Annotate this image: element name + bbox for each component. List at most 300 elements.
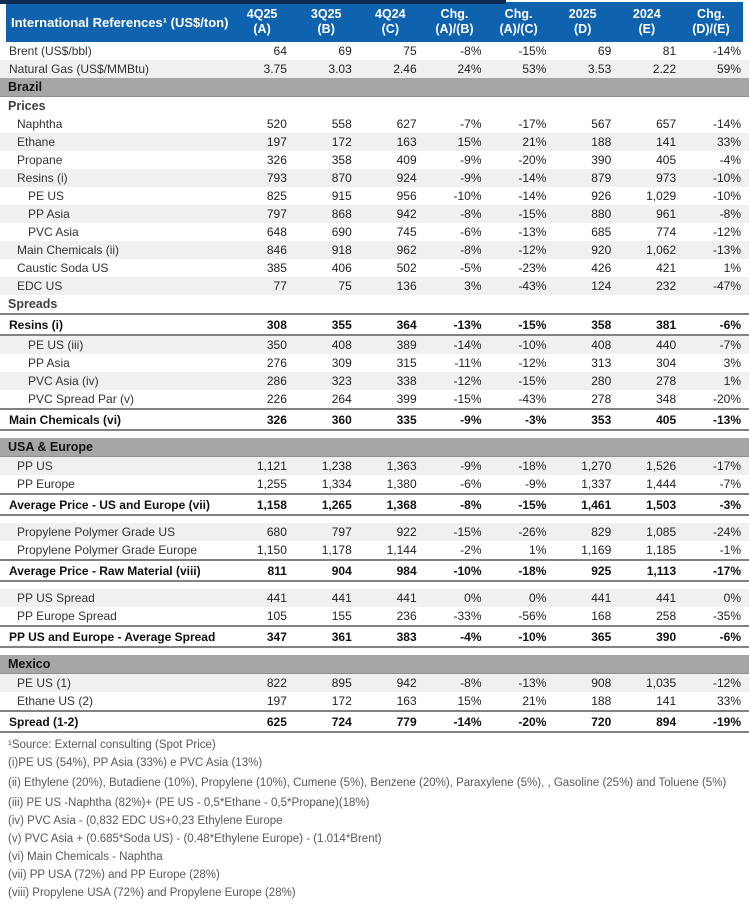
row-label: Caustic Soda US [17, 261, 109, 275]
row-label: PP US [17, 459, 53, 473]
cell-2025-d: 353 [591, 412, 612, 427]
top-navy-strip [0, 0, 506, 4]
cell-3q25-b: 69 [338, 44, 352, 58]
cell-4q25-a: 197 [266, 135, 287, 149]
cell-chg-d-e: -20% [712, 392, 741, 406]
table-row-pe-us-1 [0, 674, 749, 692]
cell-chg-a-c: -20% [518, 714, 547, 729]
cell-chg-a-c: -10% [518, 338, 547, 352]
cell-2025-d: 188 [591, 694, 612, 708]
cell-2024-e: 2.22 [652, 62, 677, 76]
cell-chg-d-e: 33% [716, 135, 741, 149]
cell-4q25-a: 625 [266, 714, 287, 729]
cell-2024-e: 441 [656, 591, 677, 605]
cell-4q25-a: 3.75 [263, 62, 287, 76]
cell-2024-e: 657 [656, 117, 677, 131]
cell-2024-e: 278 [656, 374, 677, 388]
cell-chg-a-b: -10% [453, 189, 482, 203]
cell-4q25-a: 350 [266, 338, 287, 352]
cell-chg-d-e: -10% [712, 171, 741, 185]
cell-chg-a-c: -15% [518, 497, 547, 512]
cell-2025-d: 390 [591, 153, 612, 167]
table-row-pp-us-and-europe-average-spread [0, 625, 749, 648]
cell-2024-e: 258 [656, 609, 677, 623]
row-label: Main Chemicals (vi) [9, 412, 122, 427]
cell-2025-d: 313 [591, 356, 612, 370]
cell-chg-a-c: -12% [518, 356, 547, 370]
table-row-pp-asia [0, 205, 749, 223]
cell-4q24-c: 502 [396, 261, 417, 275]
cell-chg-d-e: 1% [723, 261, 741, 275]
cell-2025-d: 829 [591, 525, 612, 539]
cell-chg-a-c: -15% [518, 207, 547, 221]
cell-chg-a-c: -13% [518, 225, 547, 239]
row-label: Propane [17, 153, 63, 167]
cell-chg-d-e: -7% [719, 338, 741, 352]
cell-4q25-a: 286 [266, 374, 287, 388]
cell-chg-a-c: 1% [529, 543, 547, 557]
cell-chg-a-c: -17% [518, 117, 547, 131]
cell-chg-d-e: -24% [712, 525, 741, 539]
row-label: PVC Asia [28, 225, 79, 239]
cell-3q25-b: 918 [331, 243, 352, 257]
table-row-pvc-asia-iv [0, 372, 749, 390]
cell-chg-a-b: 15% [457, 135, 482, 149]
cell-2024-e: 774 [656, 225, 677, 239]
cell-chg-a-b: -9% [460, 412, 482, 427]
cell-3q25-b: 264 [331, 392, 352, 406]
section-spacer [0, 648, 749, 655]
row-label: PP Asia [28, 207, 70, 221]
footnote-8: (vii) PP USA (72%) and PP Europe (28%) [8, 869, 220, 881]
cell-chg-a-b: -6% [460, 477, 482, 491]
cell-2025-d: 280 [591, 374, 612, 388]
cell-chg-d-e: 33% [716, 694, 741, 708]
cell-4q24-c: 441 [396, 591, 417, 605]
cell-2025-d: 365 [591, 629, 612, 644]
column-header-2025-d: 2025 (D) [568, 7, 597, 36]
row-label: PE US (1) [17, 676, 72, 690]
cell-2024-e: 1,444 [646, 477, 677, 491]
cell-4q24-c: 389 [396, 338, 417, 352]
column-header-4q24-c: 4Q24 (C) [375, 7, 406, 36]
cell-chg-a-b: -15% [453, 525, 482, 539]
cell-4q24-c: 163 [396, 694, 417, 708]
footnote-3: (ii) Ethylene (20%), Butadiene (10%), Propylene (10%), Cumene (5%), Benzene (20%), Paraxylene (5%), , Gasoline (25%) and Toluene (5%) [8, 777, 727, 789]
cell-3q25-b: 3.03 [328, 62, 352, 76]
table-row-propane [0, 151, 749, 169]
cell-4q24-c: 922 [396, 525, 417, 539]
cell-3q25-b: 797 [331, 525, 352, 539]
subsection-header-spreads: Spreads [0, 295, 749, 313]
cell-4q24-c: 335 [396, 412, 417, 427]
table-row-main-chemicals-vi [0, 408, 749, 431]
footnote-7: (vi) Main Chemicals - Naphtha [8, 851, 163, 863]
cell-3q25-b: 406 [331, 261, 352, 275]
references-table [0, 42, 749, 733]
column-header-chg-d-e: Chg. (D)/(E) [692, 7, 730, 36]
cell-chg-d-e: -12% [712, 676, 741, 690]
cell-chg-a-b: -8% [460, 497, 482, 512]
section-bar-brazil: Brazil [0, 78, 749, 97]
cell-3q25-b: 309 [331, 356, 352, 370]
table-row-propylene-polymer-grade-us [0, 523, 749, 541]
cell-4q24-c: 136 [396, 279, 417, 293]
cell-2024-e: 232 [656, 279, 677, 293]
row-label: Average Price - US and Europe (vii) [9, 497, 210, 512]
cell-chg-d-e: -12% [712, 225, 741, 239]
table-row-pvc-asia [0, 223, 749, 241]
cell-4q24-c: 1,368 [386, 497, 417, 512]
cell-chg-a-c: -15% [518, 317, 547, 332]
cell-2025-d: 1,337 [581, 477, 612, 491]
cell-2024-e: 1,185 [646, 543, 677, 557]
cell-chg-d-e: -3% [719, 497, 741, 512]
row-label: PE US [28, 189, 65, 203]
cell-2024-e: 1,035 [646, 676, 677, 690]
cell-chg-a-c: -3% [525, 412, 547, 427]
cell-2025-d: 879 [591, 171, 612, 185]
cell-4q25-a: 793 [266, 171, 287, 185]
cell-2025-d: 567 [591, 117, 612, 131]
cell-chg-d-e: 3% [723, 356, 741, 370]
table-row-ethane [0, 133, 749, 151]
table-row-pp-europe-spread [0, 607, 749, 625]
table-row-propylene-polymer-grade-europe [0, 541, 749, 559]
cell-4q25-a: 77 [273, 279, 287, 293]
cell-chg-a-b: 15% [457, 694, 482, 708]
cell-chg-a-c: -14% [518, 171, 547, 185]
cell-4q24-c: 338 [396, 374, 417, 388]
cell-3q25-b: 172 [331, 694, 352, 708]
cell-4q25-a: 441 [266, 591, 287, 605]
table-row-spread-1-2 [0, 710, 749, 733]
cell-3q25-b: 360 [331, 412, 352, 427]
table-title: International References¹ (US$/ton) [11, 14, 229, 30]
row-label: Spread (1-2) [9, 714, 79, 729]
cell-3q25-b: 1,265 [321, 497, 352, 512]
footnote-6: (v) PVC Asia + (0.685*Soda US) - (0.48*Ethylene Europe) - (1.014*Brent) [8, 833, 382, 845]
cell-2025-d: 920 [591, 243, 612, 257]
table-row-resins-i [0, 169, 749, 187]
table-row-brent-us-bbl [0, 42, 749, 60]
cell-chg-a-c: -20% [518, 153, 547, 167]
table-row-pp-us-spread [0, 589, 749, 607]
cell-3q25-b: 558 [331, 117, 352, 131]
cell-chg-a-b: -11% [454, 356, 482, 370]
cell-3q25-b: 868 [331, 207, 352, 221]
cell-4q24-c: 236 [396, 609, 417, 623]
cell-chg-d-e: -13% [712, 412, 741, 427]
section-spacer [0, 582, 749, 589]
cell-3q25-b: 904 [331, 563, 352, 578]
table-row-caustic-soda-us [0, 259, 749, 277]
cell-4q25-a: 197 [266, 694, 287, 708]
cell-2024-e: 421 [656, 261, 677, 275]
table-row-ethane-us-2 [0, 692, 749, 710]
table-row-pp-us [0, 457, 749, 475]
cell-2025-d: 1,461 [581, 497, 612, 512]
cell-3q25-b: 75 [338, 279, 352, 293]
cell-4q24-c: 962 [396, 243, 417, 257]
cell-chg-a-b: -5% [460, 261, 482, 275]
cell-3q25-b: 441 [331, 591, 352, 605]
cell-4q25-a: 385 [266, 261, 287, 275]
cell-chg-d-e: 0% [723, 591, 741, 605]
cell-3q25-b: 358 [331, 153, 352, 167]
cell-3q25-b: 1,178 [321, 543, 352, 557]
row-label: PP Europe [17, 477, 75, 491]
cell-chg-d-e: -6% [719, 317, 741, 332]
cell-4q25-a: 520 [266, 117, 287, 131]
cell-2025-d: 358 [591, 317, 612, 332]
cell-chg-a-b: 0% [464, 591, 482, 605]
cell-2025-d: 880 [591, 207, 612, 221]
cell-4q25-a: 680 [266, 525, 287, 539]
cell-4q24-c: 1,380 [386, 477, 417, 491]
cell-4q25-a: 226 [266, 392, 287, 406]
cell-2025-d: 278 [591, 392, 612, 406]
cell-3q25-b: 724 [331, 714, 352, 729]
cell-3q25-b: 870 [331, 171, 352, 185]
cell-chg-a-c: -15% [518, 374, 547, 388]
cell-chg-a-b: -10% [453, 563, 482, 578]
cell-chg-a-c: -23% [518, 261, 547, 275]
row-label: Natural Gas (US$/MMBtu) [9, 62, 150, 76]
row-label: Average Price - Raw Material (viii) [9, 563, 201, 578]
cell-2025-d: 3.53 [587, 62, 612, 76]
row-label: PE US (iii) [28, 338, 84, 352]
cell-2025-d: 925 [591, 563, 612, 578]
cell-2025-d: 124 [591, 279, 612, 293]
cell-3q25-b: 355 [331, 317, 352, 332]
cell-chg-a-c: -18% [518, 563, 547, 578]
cell-chg-d-e: 59% [716, 62, 741, 76]
cell-2025-d: 908 [591, 676, 612, 690]
cell-2024-e: 141 [656, 694, 677, 708]
cell-chg-d-e: -47% [712, 279, 741, 293]
cell-2025-d: 408 [591, 338, 612, 352]
cell-chg-a-b: -15% [453, 392, 482, 406]
column-header-2024-e: 2024 (E) [632, 7, 661, 36]
section-bar-mexico: Mexico [0, 655, 749, 674]
table-row-naphtha [0, 115, 749, 133]
cell-4q24-c: 409 [396, 153, 417, 167]
cell-chg-a-b: -14% [453, 714, 482, 729]
cell-4q25-a: 326 [266, 412, 287, 427]
cell-4q24-c: 1,363 [386, 459, 417, 473]
table-row-natural-gas-us-mmbtu [0, 60, 749, 78]
table-row-pvc-spread-par-v [0, 390, 749, 408]
cell-3q25-b: 915 [331, 189, 352, 203]
cell-2024-e: 141 [656, 135, 677, 149]
cell-4q25-a: 105 [266, 609, 287, 623]
row-label: PVC Spread Par (v) [28, 392, 135, 406]
cell-4q24-c: 627 [396, 117, 417, 131]
cell-2024-e: 81 [662, 44, 677, 58]
cell-3q25-b: 408 [331, 338, 352, 352]
cell-chg-a-c: -15% [518, 44, 547, 58]
cell-2024-e: 440 [656, 338, 677, 352]
table-row-pe-us-iii [0, 336, 749, 354]
cell-4q25-a: 276 [266, 356, 287, 370]
cell-chg-a-b: -9% [460, 459, 482, 473]
cell-chg-d-e: -1% [719, 543, 741, 557]
cell-2025-d: 926 [591, 189, 612, 203]
cell-4q25-a: 308 [266, 317, 287, 332]
table-row-pp-asia [0, 354, 749, 372]
footnote-4: (iii) PE US -Naphtha (82%)+ (PE US - 0,5*Ethane - 0,5*Propane)(18%) [8, 797, 370, 809]
cell-4q24-c: 399 [396, 392, 417, 406]
cell-4q24-c: 745 [396, 225, 417, 239]
cell-chg-a-b: -6% [460, 225, 482, 239]
row-label: Resins (i) [17, 171, 68, 185]
table-row-average-price-raw-material-viii [0, 559, 749, 582]
table-row-resins-i [0, 313, 749, 336]
footnote-9: (viii) Propylene USA (72%) and Propylene Europe (28%) [8, 887, 296, 899]
cell-2024-e: 1,526 [646, 459, 677, 473]
cell-chg-a-c: -9% [525, 477, 547, 491]
cell-chg-d-e: -4% [719, 153, 741, 167]
cell-chg-a-b: -4% [460, 629, 482, 644]
cell-4q24-c: 956 [396, 189, 417, 203]
cell-4q25-a: 822 [266, 676, 287, 690]
cell-chg-a-c: -10% [518, 629, 547, 644]
table-row-edc-us [0, 277, 749, 295]
footnote-2: (i)PE US (54%), PP Asia (33%) e PVC Asia (13%) [8, 757, 263, 769]
cell-chg-d-e: -14% [712, 44, 741, 58]
cell-2024-e: 894 [656, 714, 677, 729]
cell-4q25-a: 326 [266, 153, 287, 167]
cell-4q25-a: 825 [266, 189, 287, 203]
cell-chg-a-b: -8% [460, 676, 482, 690]
cell-2024-e: 1,503 [646, 497, 677, 512]
row-label: PVC Asia (iv) [28, 374, 99, 388]
subsection-header-prices: Prices [0, 97, 749, 115]
cell-2025-d: 441 [591, 591, 612, 605]
cell-chg-a-c: -43% [518, 279, 547, 293]
cell-2024-e: 348 [656, 392, 677, 406]
cell-chg-a-b: -8% [460, 207, 482, 221]
cell-4q25-a: 1,158 [256, 497, 287, 512]
row-label: PP Europe Spread [17, 609, 117, 623]
table-header-row [6, 2, 743, 42]
cell-4q24-c: 2.46 [393, 62, 417, 76]
cell-chg-a-b: 3% [464, 279, 482, 293]
cell-chg-a-b: -8% [460, 243, 482, 257]
cell-4q24-c: 315 [396, 356, 417, 370]
cell-chg-a-b: -8% [460, 44, 482, 58]
cell-chg-a-b: -12% [453, 374, 482, 388]
cell-3q25-b: 155 [331, 609, 352, 623]
cell-4q25-a: 64 [273, 44, 287, 58]
cell-chg-a-b: -2% [460, 543, 482, 557]
cell-chg-d-e: -35% [712, 609, 741, 623]
cell-4q24-c: 984 [396, 563, 417, 578]
row-label: PP US and Europe - Average Spread [9, 629, 216, 644]
row-label: Brent (US$/bbl) [9, 44, 92, 58]
cell-3q25-b: 172 [331, 135, 352, 149]
cell-chg-a-b: -9% [460, 153, 482, 167]
cell-chg-a-c: -43% [518, 392, 547, 406]
cell-4q25-a: 1,255 [256, 477, 287, 491]
cell-4q24-c: 1,144 [386, 543, 417, 557]
section-spacer [0, 516, 749, 523]
table-row-average-price-us-and-europe-vii [0, 493, 749, 516]
cell-2024-e: 1,029 [646, 189, 677, 203]
cell-chg-d-e: -19% [712, 714, 741, 729]
cell-2024-e: 1,085 [646, 525, 677, 539]
cell-chg-a-b: 24% [457, 62, 482, 76]
cell-2024-e: 1,113 [646, 563, 677, 578]
cell-chg-d-e: -17% [712, 459, 741, 473]
row-label: Main Chemicals (ii) [17, 243, 120, 257]
cell-chg-a-c: 21% [522, 135, 547, 149]
cell-2025-d: 685 [591, 225, 612, 239]
cell-chg-a-c: -56% [518, 609, 547, 623]
cell-chg-d-e: -10% [712, 189, 741, 203]
cell-4q24-c: 942 [396, 207, 417, 221]
cell-chg-d-e: -13% [712, 243, 741, 257]
footnotes [0, 733, 749, 900]
cell-chg-d-e: -14% [712, 117, 741, 131]
table-row-main-chemicals-ii [0, 241, 749, 259]
cell-chg-a-c: -13% [518, 676, 547, 690]
table-row-pe-us [0, 187, 749, 205]
row-label: Propylene Polymer Grade US [17, 525, 176, 539]
row-label: Propylene Polymer Grade Europe [17, 543, 198, 557]
cell-2024-e: 405 [656, 412, 677, 427]
cell-3q25-b: 895 [331, 676, 352, 690]
cell-2025-d: 1,169 [581, 543, 612, 557]
cell-4q24-c: 924 [396, 171, 417, 185]
table-row-pp-europe [0, 475, 749, 493]
cell-4q25-a: 797 [266, 207, 287, 221]
cell-4q25-a: 811 [267, 563, 287, 578]
column-header-chg-a-c: Chg. (A)/(C) [499, 7, 538, 36]
cell-4q24-c: 163 [396, 135, 417, 149]
cell-chg-d-e: -7% [719, 477, 741, 491]
cell-4q25-a: 1,121 [256, 459, 287, 473]
cell-chg-a-c: 53% [522, 62, 547, 76]
column-header-3q25-b: 3Q25 (B) [310, 7, 342, 36]
cell-2025-d: 1,270 [581, 459, 612, 473]
cell-2024-e: 1,062 [646, 243, 677, 257]
cell-3q25-b: 690 [331, 225, 352, 239]
cell-chg-a-c: -14% [518, 189, 547, 203]
cell-chg-a-b: -7% [460, 117, 482, 131]
column-header-chg-a-b: Chg. (A)/(B) [435, 7, 474, 36]
cell-2025-d: 188 [591, 135, 612, 149]
cell-4q25-a: 1,150 [256, 543, 287, 557]
cell-2025-d: 69 [597, 44, 612, 58]
cell-2025-d: 720 [591, 714, 612, 729]
cell-2024-e: 973 [656, 171, 677, 185]
cell-2024-e: 405 [656, 153, 677, 167]
cell-chg-d-e: -6% [719, 629, 741, 644]
footnote-5: (iv) PVC Asia - (0,832 EDC US+0,23 Ethylene Europe [8, 815, 283, 827]
cell-4q25-a: 846 [266, 243, 287, 257]
cell-2024-e: 961 [656, 207, 677, 221]
cell-chg-d-e: -17% [712, 563, 741, 578]
cell-2024-e: 304 [656, 356, 677, 370]
cell-chg-d-e: -8% [719, 207, 741, 221]
cell-chg-a-c: -26% [518, 525, 547, 539]
cell-4q25-a: 648 [266, 225, 287, 239]
cell-chg-a-b: -14% [453, 338, 482, 352]
section-spacer [0, 431, 749, 438]
cell-4q24-c: 779 [396, 714, 417, 729]
